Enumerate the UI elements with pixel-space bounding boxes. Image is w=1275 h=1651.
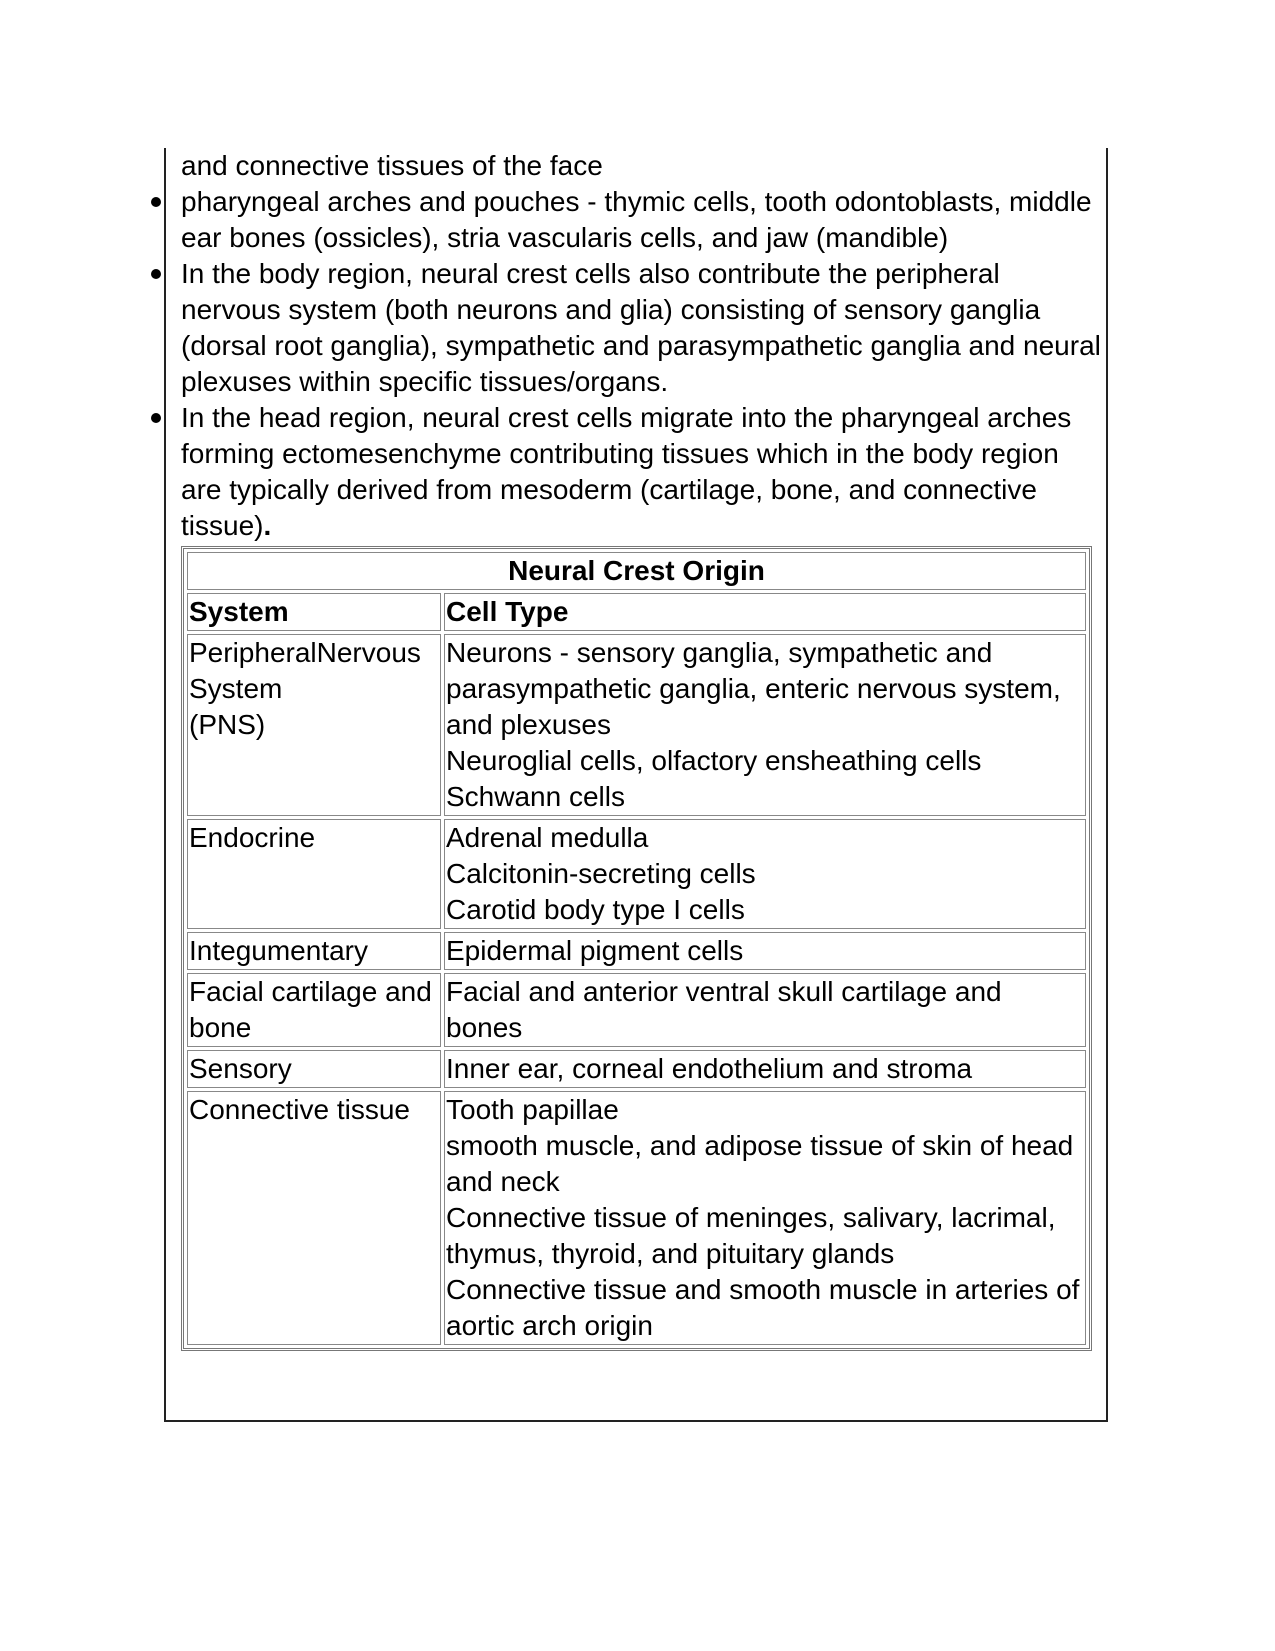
system-cell (187, 1050, 441, 1088)
cell-type-line: Neurons - sensory ganglia, sympathetic and parasympathetic ganglia, enteric nervous system, and plexuses (446, 637, 1061, 740)
cell-type-line: Neuroglial cells, olfactory ensheathing cells (446, 745, 982, 776)
page-content (181, 148, 1101, 1351)
system-line: (PNS) (189, 709, 266, 740)
system-cell (187, 932, 441, 970)
system-line: Endocrine (189, 822, 316, 853)
bullet-list (181, 184, 1101, 544)
cell-type-line: Inner ear, corneal endothelium and stroma (446, 1053, 973, 1084)
cell-type-line: Tooth papillae (446, 1094, 619, 1125)
system-cell (187, 1091, 441, 1345)
cell-type-cell (444, 932, 1086, 970)
cell-type-line: Connective tissue and smooth muscle in arteries of aortic arch origin (446, 1274, 1080, 1341)
cell-type-line: Schwann cells (446, 781, 625, 812)
system-line: Connective tissue (189, 1094, 411, 1125)
bullet-text: In the body region, neural crest cells also contribute the peripheral nervous system (both neurons and glia) consisting of sensory ganglia (dorsal root ganglia), sympathetic and parasympathetic ganglia and neural plexuses within specific tissues/organs. (181, 258, 1101, 397)
header-system: System (187, 593, 441, 631)
cell-type-line: Calcitonin-secreting cells (446, 858, 756, 889)
neural-crest-table (181, 546, 1092, 1351)
table-title: Neural Crest Origin (187, 552, 1086, 590)
system-cell (187, 634, 441, 816)
bullet-text: pharyngeal arches and pouches - thymic cells, tooth odontoblasts, middle ear bones (ossicles), stria vascularis cells, and jaw (mandible) (181, 186, 1092, 253)
system-line: Sensory (189, 1053, 292, 1084)
table-row (187, 634, 1086, 816)
cell-type-cell (444, 1050, 1086, 1088)
table-title-row (187, 552, 1086, 590)
cell-type-cell (444, 634, 1086, 816)
system-cell (187, 819, 441, 929)
cell-type-line: Connective tissue of meninges, salivary, lacrimal, thymus, thyroid, and pituitary glands (446, 1202, 1056, 1269)
cell-type-line: Carotid body type I cells (446, 894, 745, 925)
table-row (187, 932, 1086, 970)
intro-continuation: and connective tissues of the face (181, 150, 603, 181)
bullet-item (181, 400, 1101, 544)
bullet-item (181, 256, 1101, 400)
cell-type-cell (444, 973, 1086, 1047)
header-cell-type: Cell Type (444, 593, 1086, 631)
bullet-text: In the head region, neural crest cells migrate into the pharyngeal arches forming ectomesenchyme contributing tissues which in the body region are typically derived from mesoderm (cartilage, bone, and connective tissue) (181, 402, 1072, 541)
cell-type-cell (444, 819, 1086, 929)
system-cell (187, 973, 441, 1047)
bullet-item (181, 184, 1101, 256)
table-row (187, 819, 1086, 929)
bullet-period: . (263, 510, 272, 541)
table-row (187, 973, 1086, 1047)
cell-type-cell (444, 1091, 1086, 1345)
system-line: System (189, 673, 283, 704)
bullet-icon (151, 197, 161, 207)
cell-type-line: smooth muscle, and adipose tissue of skin of head and neck (446, 1130, 1074, 1197)
system-line: Facial cartilage and bone (189, 976, 432, 1043)
cell-type-line: Facial and anterior ventral skull cartilage and bones (446, 976, 1002, 1043)
system-line: PeripheralNervous (189, 637, 421, 668)
bullet-icon (151, 269, 161, 279)
table-row (187, 1050, 1086, 1088)
table-header-row (187, 593, 1086, 631)
cell-type-line: Adrenal medulla (446, 822, 649, 853)
system-line: Integumentary (189, 935, 368, 966)
cell-type-line: Epidermal pigment cells (446, 935, 744, 966)
bullet-icon (151, 413, 161, 423)
table-row (187, 1091, 1086, 1345)
